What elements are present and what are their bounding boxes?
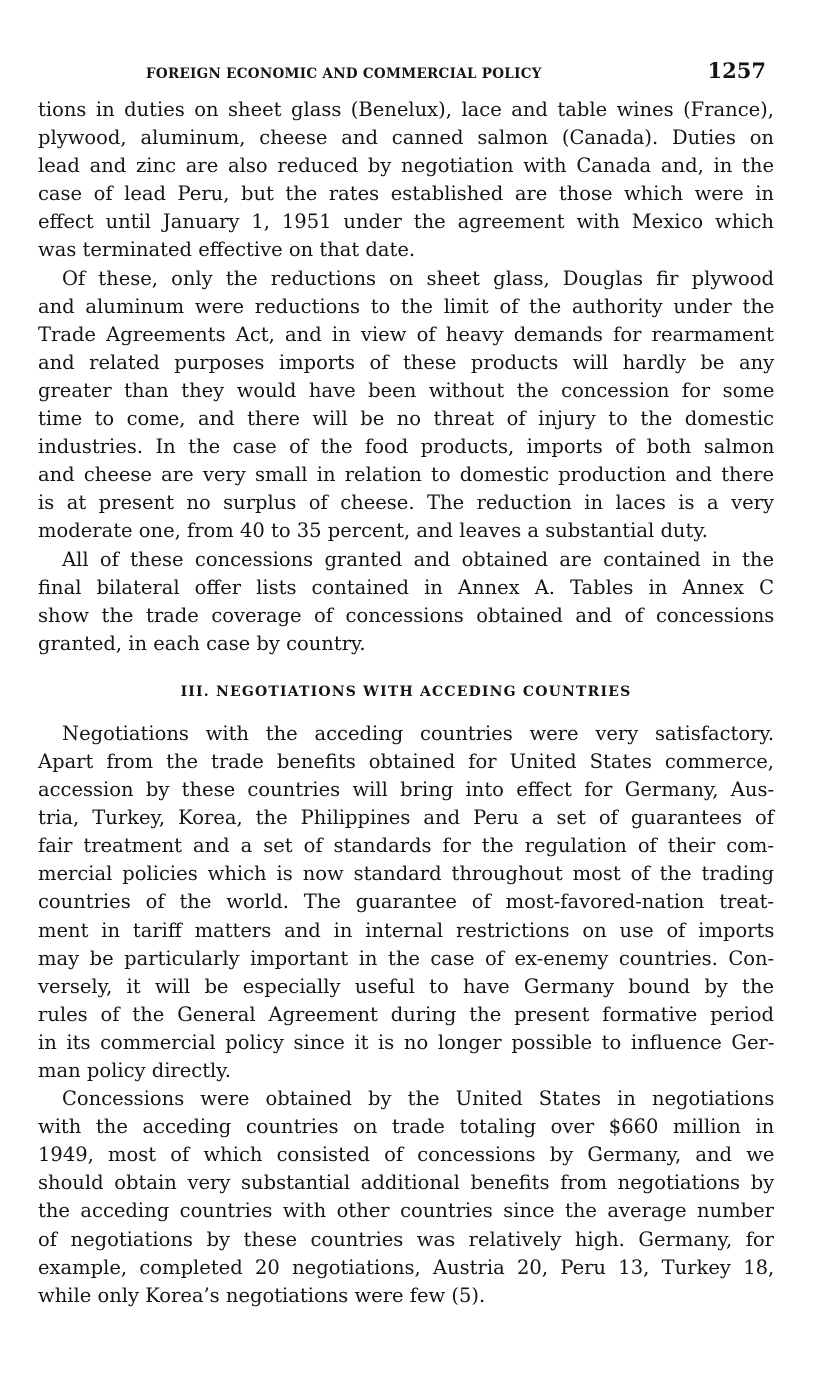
text-line: versely, it will be especially useful to have Germany bound by the xyxy=(38,974,774,998)
text-line: plywood, aluminum, cheese and canned salmon (Canada). Duties on xyxy=(38,126,774,150)
text-line: the acceding countries with other countries since the average number xyxy=(38,1199,774,1223)
text-line: example, completed 20 negotiations, Austria 20, Peru 13, Turkey 18, xyxy=(38,1255,775,1279)
text-line: moderate one, from 40 to 35 percent, and leaves a substantial duty. xyxy=(38,519,708,543)
text-line: mercial policies which is now standard throughout most of the trading xyxy=(38,862,774,886)
text-line: while only Korea’s negotiations were few (5). xyxy=(38,1283,486,1307)
text-line: and related purposes imports of these products will hardly be any xyxy=(38,350,775,374)
text-line: in its commercial policy since it is no longer possible to influence Ger- xyxy=(38,1030,775,1054)
section-heading: III. NEGOTIATIONS WITH ACCEDING COUNTRIES xyxy=(180,683,632,700)
text-line: rules of the General Agreement during the present formative period xyxy=(38,1002,774,1026)
paragraph-1 xyxy=(38,96,774,265)
text-line: 1949, most of which consisted of concessions by Germany, and we xyxy=(38,1143,775,1167)
text-line: show the trade coverage of concessions obtained and of concessions xyxy=(38,603,775,627)
text-line: tions in duties on sheet glass (Benelux), lace and table wines (France), xyxy=(38,98,774,121)
text-line: and cheese are very small in relation to domestic production and there xyxy=(38,463,774,487)
paragraph-3 xyxy=(38,546,774,658)
text-line: case of lead Peru, but the rates established are those which were in xyxy=(38,182,774,206)
text-line: man policy directly. xyxy=(38,1059,231,1082)
text-line: of negotiations by these countries was relatively high. Germany, for xyxy=(38,1227,774,1251)
text-line: industries. In the case of the food products, imports of both salmon xyxy=(38,435,775,459)
paragraph-5 xyxy=(38,1085,774,1310)
paragraph-4 xyxy=(38,720,774,1085)
text-line: time to come, and there will be no threat of injury to the domestic xyxy=(38,407,774,431)
text-line: Trade Agreements Act, and in view of heavy demands for rearmament xyxy=(38,322,774,346)
text-line: countries of the world. The guarantee of most-favored-nation treat- xyxy=(38,890,774,914)
text-line: Negotiations with the acceding countries were very satisfactory. xyxy=(62,721,775,745)
text-line: accession by these countries will bring into effect for Germany, Aus- xyxy=(38,778,775,802)
text-line: lead and zinc are also reduced by negotiation with Canada and, in the xyxy=(38,154,774,178)
text-line: and aluminum were reductions to the limit of the authority under the xyxy=(38,294,775,318)
text-line: ment in tariff matters and in internal restrictions on use of imports xyxy=(38,918,775,942)
text-line: granted, in each case by country. xyxy=(38,631,366,655)
text-line: Of these, only the reductions on sheet glass, Douglas fir plywood xyxy=(62,266,774,290)
text-line: fair treatment and a set of standards for the regulation of their com- xyxy=(38,834,774,858)
text-line: Concessions were obtained by the United States in negotiations xyxy=(62,1087,775,1111)
document-page xyxy=(38,54,774,1310)
text-line: with the acceding countries on trade totaling over $660 million in xyxy=(38,1115,775,1139)
text-line: was terminated effective on that date. xyxy=(38,238,416,262)
paragraph-2 xyxy=(38,265,774,546)
running-head xyxy=(38,54,774,90)
text-line: tria, Turkey, Korea, the Philippines and Peru a set of guarantees of xyxy=(38,806,774,830)
text-line: effect until January 1, 1951 under the agreement with Mexico which xyxy=(38,210,774,234)
text-line: All of these concessions granted and obtained are contained in the xyxy=(62,547,774,571)
text-line: should obtain very substantial additional benefits from negotiations by xyxy=(38,1171,775,1195)
text-line: Apart from the trade benefits obtained for United States commerce, xyxy=(38,749,774,773)
text-line: may be particularly important in the case of ex-enemy countries. Con- xyxy=(38,946,775,970)
text-line: is at present no surplus of cheese. The reduction in laces is a very xyxy=(38,491,774,515)
page-number: 1257 xyxy=(707,58,766,83)
text-line: greater than they would have been without the concession for some xyxy=(38,378,775,402)
running-title: FOREIGN ECONOMIC AND COMMERCIAL POLICY xyxy=(146,66,542,82)
text-line: final bilateral offer lists contained in Annex A. Tables in Annex C xyxy=(38,575,774,599)
